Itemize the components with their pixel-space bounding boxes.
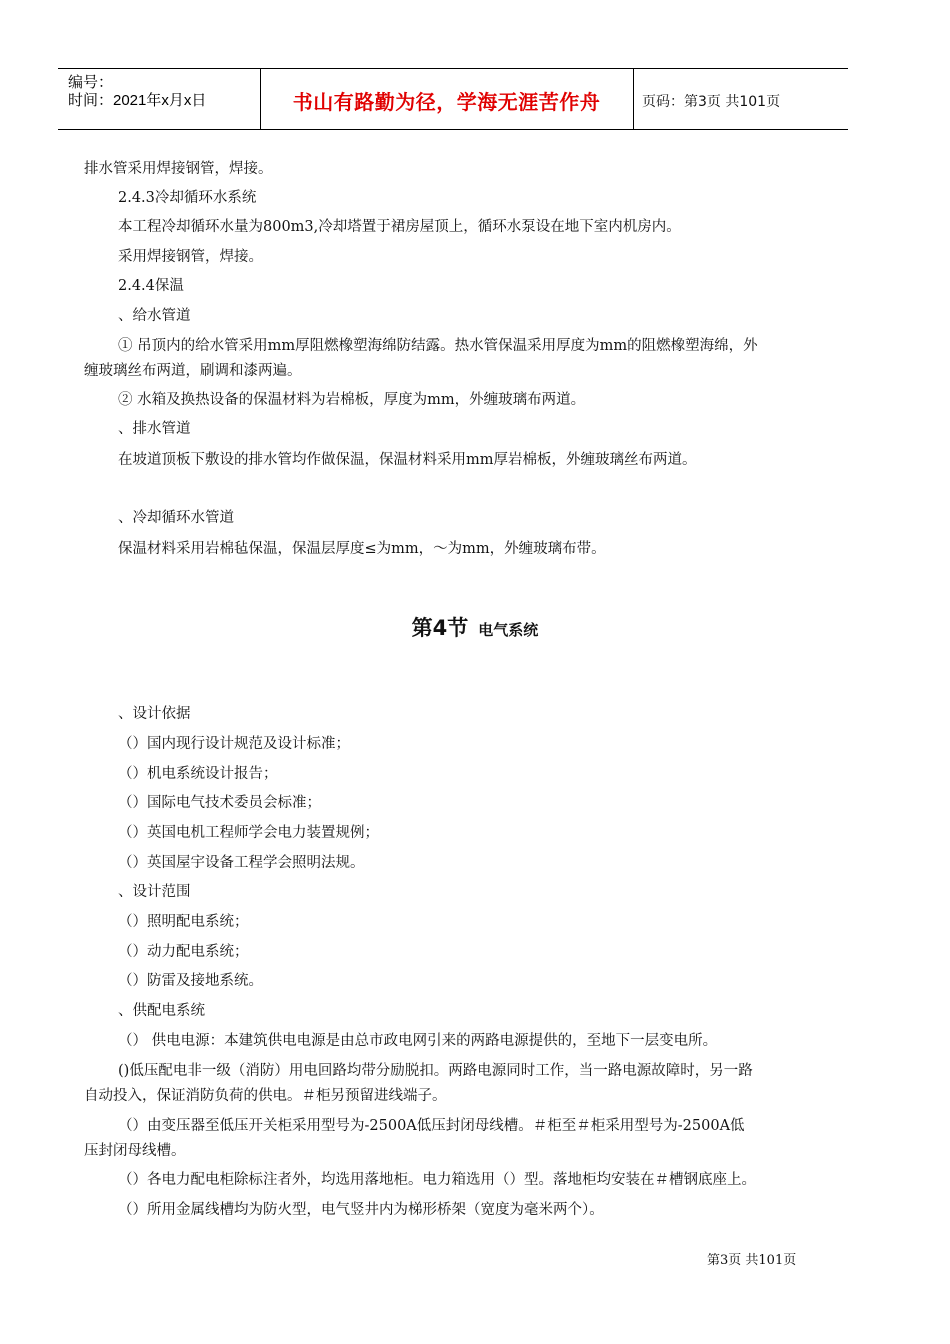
list-item: （）由变压器至低压开关柜采用型号为-2500A低压封闭母线槽。＃柜至＃柜采用型号为-2500A低 xyxy=(118,1118,745,1134)
item-heading: 、设计依据 xyxy=(118,706,191,722)
document-number-label: 编号： xyxy=(68,74,114,91)
footer-page-number: 第3页 共101页 xyxy=(707,1253,797,1268)
section-number: 第4节 xyxy=(411,616,469,640)
item-heading: 、给水管道 xyxy=(118,308,191,324)
document-time-label: 时间：2021年x月x日 xyxy=(68,92,207,109)
paragraph-line: 采用焊接钢管，焊接。 xyxy=(118,249,263,265)
list-item: （）英国电机工程师学会电力装置规例； xyxy=(118,825,379,841)
paragraph-line: 本工程冷却循环水量为800m3,冷却塔置于裙房屋顶上，循环水泵设在地下室内机房内。 xyxy=(118,219,681,235)
header-meta-cell xyxy=(58,69,261,129)
list-item: （）机电系统设计报告； xyxy=(118,766,278,782)
paragraph-line: ① 吊顶内的给水管采用mm厚阻燃橡塑海绵防结露。热水管保温采用厚度为mm的阻燃橡塑海绵，外 xyxy=(118,338,758,354)
item-heading: 、供配电系统 xyxy=(118,1003,205,1019)
header-page-cell xyxy=(634,69,848,129)
list-item: （）照明配电系统； xyxy=(118,914,249,930)
paragraph-line: ② 水箱及换热设备的保温材料为岩棉板，厚度为mm，外缠玻璃布两道。 xyxy=(118,392,586,408)
paragraph-line: 缠玻璃丝布两道，刷调和漆两遍。 xyxy=(84,363,302,379)
list-item: （）英国屋宇设备工程学会照明法规。 xyxy=(118,855,365,871)
list-item: （） 供电电源：本建筑供电电源是由总市政电网引来的两路电源提供的，至地下一层变电所。 xyxy=(118,1033,718,1049)
paragraph-line: 压封闭母线槽。 xyxy=(84,1143,186,1159)
paragraph-line: 自动投入，保证消防负荷的供电。＃柜另预留进线端子。 xyxy=(84,1088,447,1104)
header-motto: 书山有路勤为径，学海无涯苦作舟 xyxy=(292,90,601,114)
subsection-heading: 2.4.3冷却循环水系统 xyxy=(118,190,257,206)
item-heading: 、排水管道 xyxy=(118,421,191,437)
list-item: （）防雷及接地系统。 xyxy=(118,973,263,989)
paragraph-line: 排水管采用焊接钢管，焊接。 xyxy=(84,161,273,177)
list-item: （）各电力配电柜除标注者外，均选用落地柜。电力箱选用（）型。落地柜均安装在＃槽钢底座上。 xyxy=(118,1172,756,1188)
subsection-heading: 2.4.4保温 xyxy=(118,278,184,294)
item-heading: 、冷却循环水管道 xyxy=(118,510,234,526)
item-heading: 、设计范围 xyxy=(118,884,191,900)
section-heading xyxy=(0,612,950,642)
header-page-number: 页码：第3页 共101页 xyxy=(642,94,781,110)
list-item: （）国际电气技术委员会标准； xyxy=(118,795,321,811)
list-item: （）国内现行设计规范及设计标准； xyxy=(118,736,350,752)
page-header xyxy=(58,68,848,130)
list-item: ()低压配电非一级（消防）用电回路均带分励脱扣。两路电源同时工作，当一路电源故障时，另一路 xyxy=(118,1063,753,1079)
section-title: 电气系统 xyxy=(478,621,539,639)
list-item: （）动力配电系统； xyxy=(118,944,249,960)
paragraph-line: 保温材料采用岩棉毡保温，保温层厚度≤为mm，～为mm，外缠玻璃布带。 xyxy=(118,541,606,557)
header-motto-cell xyxy=(260,69,634,129)
list-item: （）所用金属线槽均为防火型，电气竖井内为梯形桥架（宽度为毫米两个）。 xyxy=(118,1202,604,1218)
paragraph-line: 在坡道顶板下敷设的排水管均作做保温，保温材料采用mm厚岩棉板，外缠玻璃丝布两道。 xyxy=(118,452,697,468)
